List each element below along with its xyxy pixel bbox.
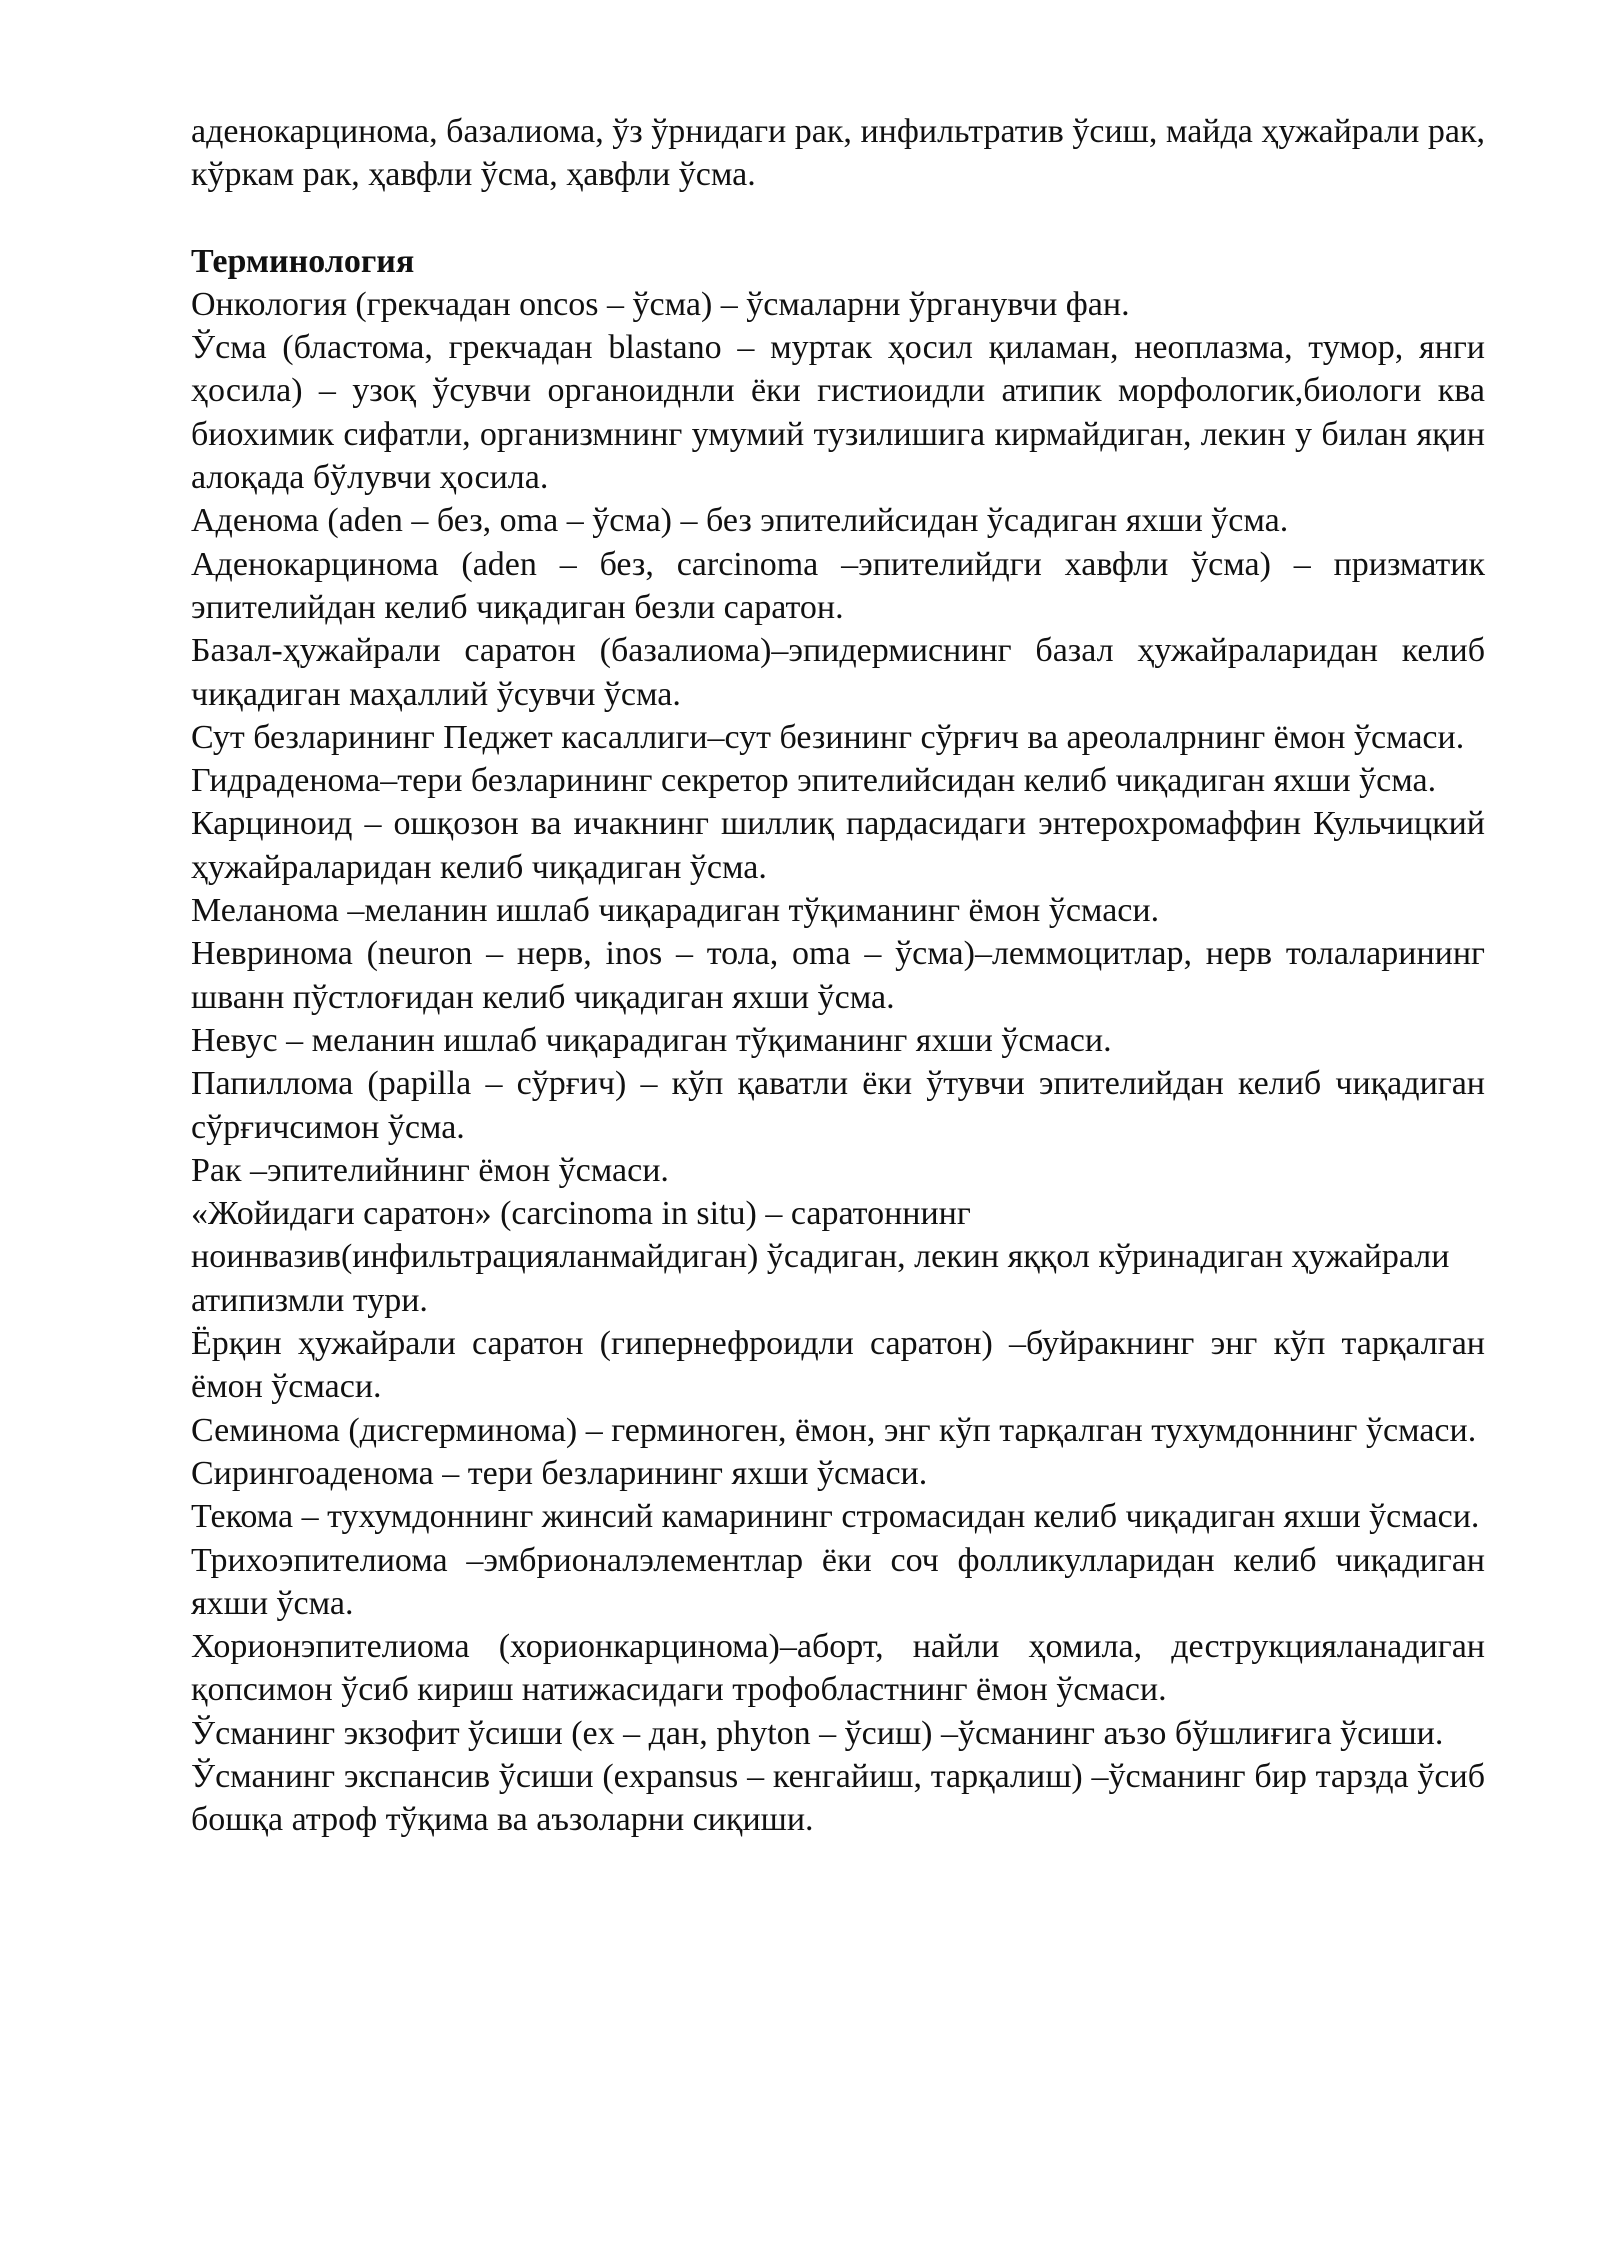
section-heading: Терминология — [191, 242, 415, 280]
document-page — [191, 110, 1485, 1842]
term-adenocarcinoma: Аденокарцинома (aden – без, carcinoma –эпителийдги хавфли ўсма) – призматик эпителийдан келиб чиқадиган безли саратон. — [191, 545, 1485, 626]
term-paget-disease: Сут безларининг Педжет касаллиги–сут безининг сўрғич ва ареолалрнинг ёмон ўсмаси. — [191, 718, 1465, 756]
intro-paragraph: аденокарцинома, базалиома, ўз ўрнидаги рак, инфильтратив ўсиш, майда ҳужайрали рак, кўркам рак, ҳавфли ўсма, ҳавфли ўсма. — [191, 113, 1485, 194]
term-chorionepithelioma: Хорионэпителиома (хорионкарцинома)–аборт, найли ҳомила, деструкцияланадиган қопсимон ўсиб кириш натижасидаги трофобластнинг ёмон ўсмаси. — [191, 1628, 1485, 1709]
term-carcinoma-in-situ: «Жойидаги саратон» (carcinoma in situ) – саратоннинг — [191, 1195, 971, 1233]
term-carcinoma-in-situ-continued: ноинвазив(инфильтрацияланмайдиган) ўсадиган, лекин яққол кўринадиган ҳужайрали атипизмли тури. — [191, 1238, 1450, 1319]
term-cancer: Рак –эпителийнинг ёмон ўсмаси. — [191, 1151, 669, 1189]
term-melanoma: Меланома –меланин ишлаб чиқарадиган тўқиманинг ёмон ўсмаси. — [191, 892, 1160, 930]
term-basalioma: Базал-ҳужайрали саратон (базалиома)–эпидермиснинг базал ҳужайраларидан келиб чиқадиган маҳаллий ўсувчи ўсма. — [191, 632, 1485, 713]
term-thecoma: Текома – тухумдоннинг жинсий камарининг стромасидан келиб чиқадиган яхши ўсмаси. — [191, 1498, 1480, 1536]
term-clear-cell-carcinoma: Ёрқин ҳужайрали саратон (гипернефроидли саратон) –буйракнинг энг кўп тарқалган ёмон ўсмаси. — [191, 1325, 1485, 1406]
term-neurinoma: Невринома (neuron – нерв, inos – тола, oma – ўсма)–леммоцитлар, нерв толаларининг шванн пўстлоғидан келиб чиқадиган яхши ўсма. — [191, 935, 1485, 1016]
term-oncology: Онкология (грекчадан oncos – ўсма) – ўсмаларни ўрганувчи фан. — [191, 285, 1130, 323]
term-syringoadenoma: Сирингоаденома – тери безларининг яхши ўсмаси. — [191, 1454, 928, 1492]
term-hidradenoma: Гидраденома–тери безларининг секретор эпителийсидан келиб чиқадиган яхши ўсма. — [191, 762, 1437, 800]
term-trichoepithelioma: Трихоэпителиома –эмбрионалэлементлар ёки соч фолликулларидан келиб чиқадиган яхши ўсма. — [191, 1541, 1485, 1622]
term-list — [191, 283, 1485, 1842]
term-seminoma: Семинома (дисгерминома) – герминоген, ёмон, энг кўп тарқалган тухумдоннинг ўсмаси. — [191, 1411, 1477, 1449]
term-carcinoid: Карциноид – ошқозон ва ичакнинг шиллиқ пардасидаги энтерохромаффин Кульчицкий ҳужайраларидан келиб чиқадиган ўсма. — [191, 805, 1485, 886]
term-expansive-growth: Ўсманинг экспансив ўсиши (expansus – кенгайиш, тарқалиш) –ўсманинг бир тарзда ўсиб бошқа атроф тўқима ва аъзоларни сиқиши. — [191, 1757, 1485, 1839]
term-papilloma: Папиллома (papilla – сўрғич) – кўп қаватли ёки ўтувчи эпителийдан келиб чиқадиган сўрғичсимон ўсма. — [191, 1065, 1485, 1146]
term-adenoma: Аденома (aden – без, oma – ўсма) – без эпителийсидан ўсадиган яхши ўсма. — [191, 502, 1289, 540]
term-nevus: Невус – меланин ишлаб чиқарадиган тўқиманинг яхши ўсмаси. — [191, 1021, 1112, 1059]
term-exophytic-growth: Ўсманинг экзофит ўсиши (ex – дан, phyton – ўсиш) –ўсманинг аъзо бўшлиғига ўсиши. — [191, 1714, 1444, 1752]
term-tumor: Ўсма (бластома, грекчадан blastano – муртак ҳосил қиламан, неоплазма, тумор, янги ҳосила) – узоқ ўсувчи органоиднли ёки гистиоидли атипик морфологик,биологи ква биохимик сифатли, организмнинг умумий тузилишига кирмайдиган, лекин у билан яқин алоқада бўлувчи ҳосила. — [191, 329, 1485, 497]
